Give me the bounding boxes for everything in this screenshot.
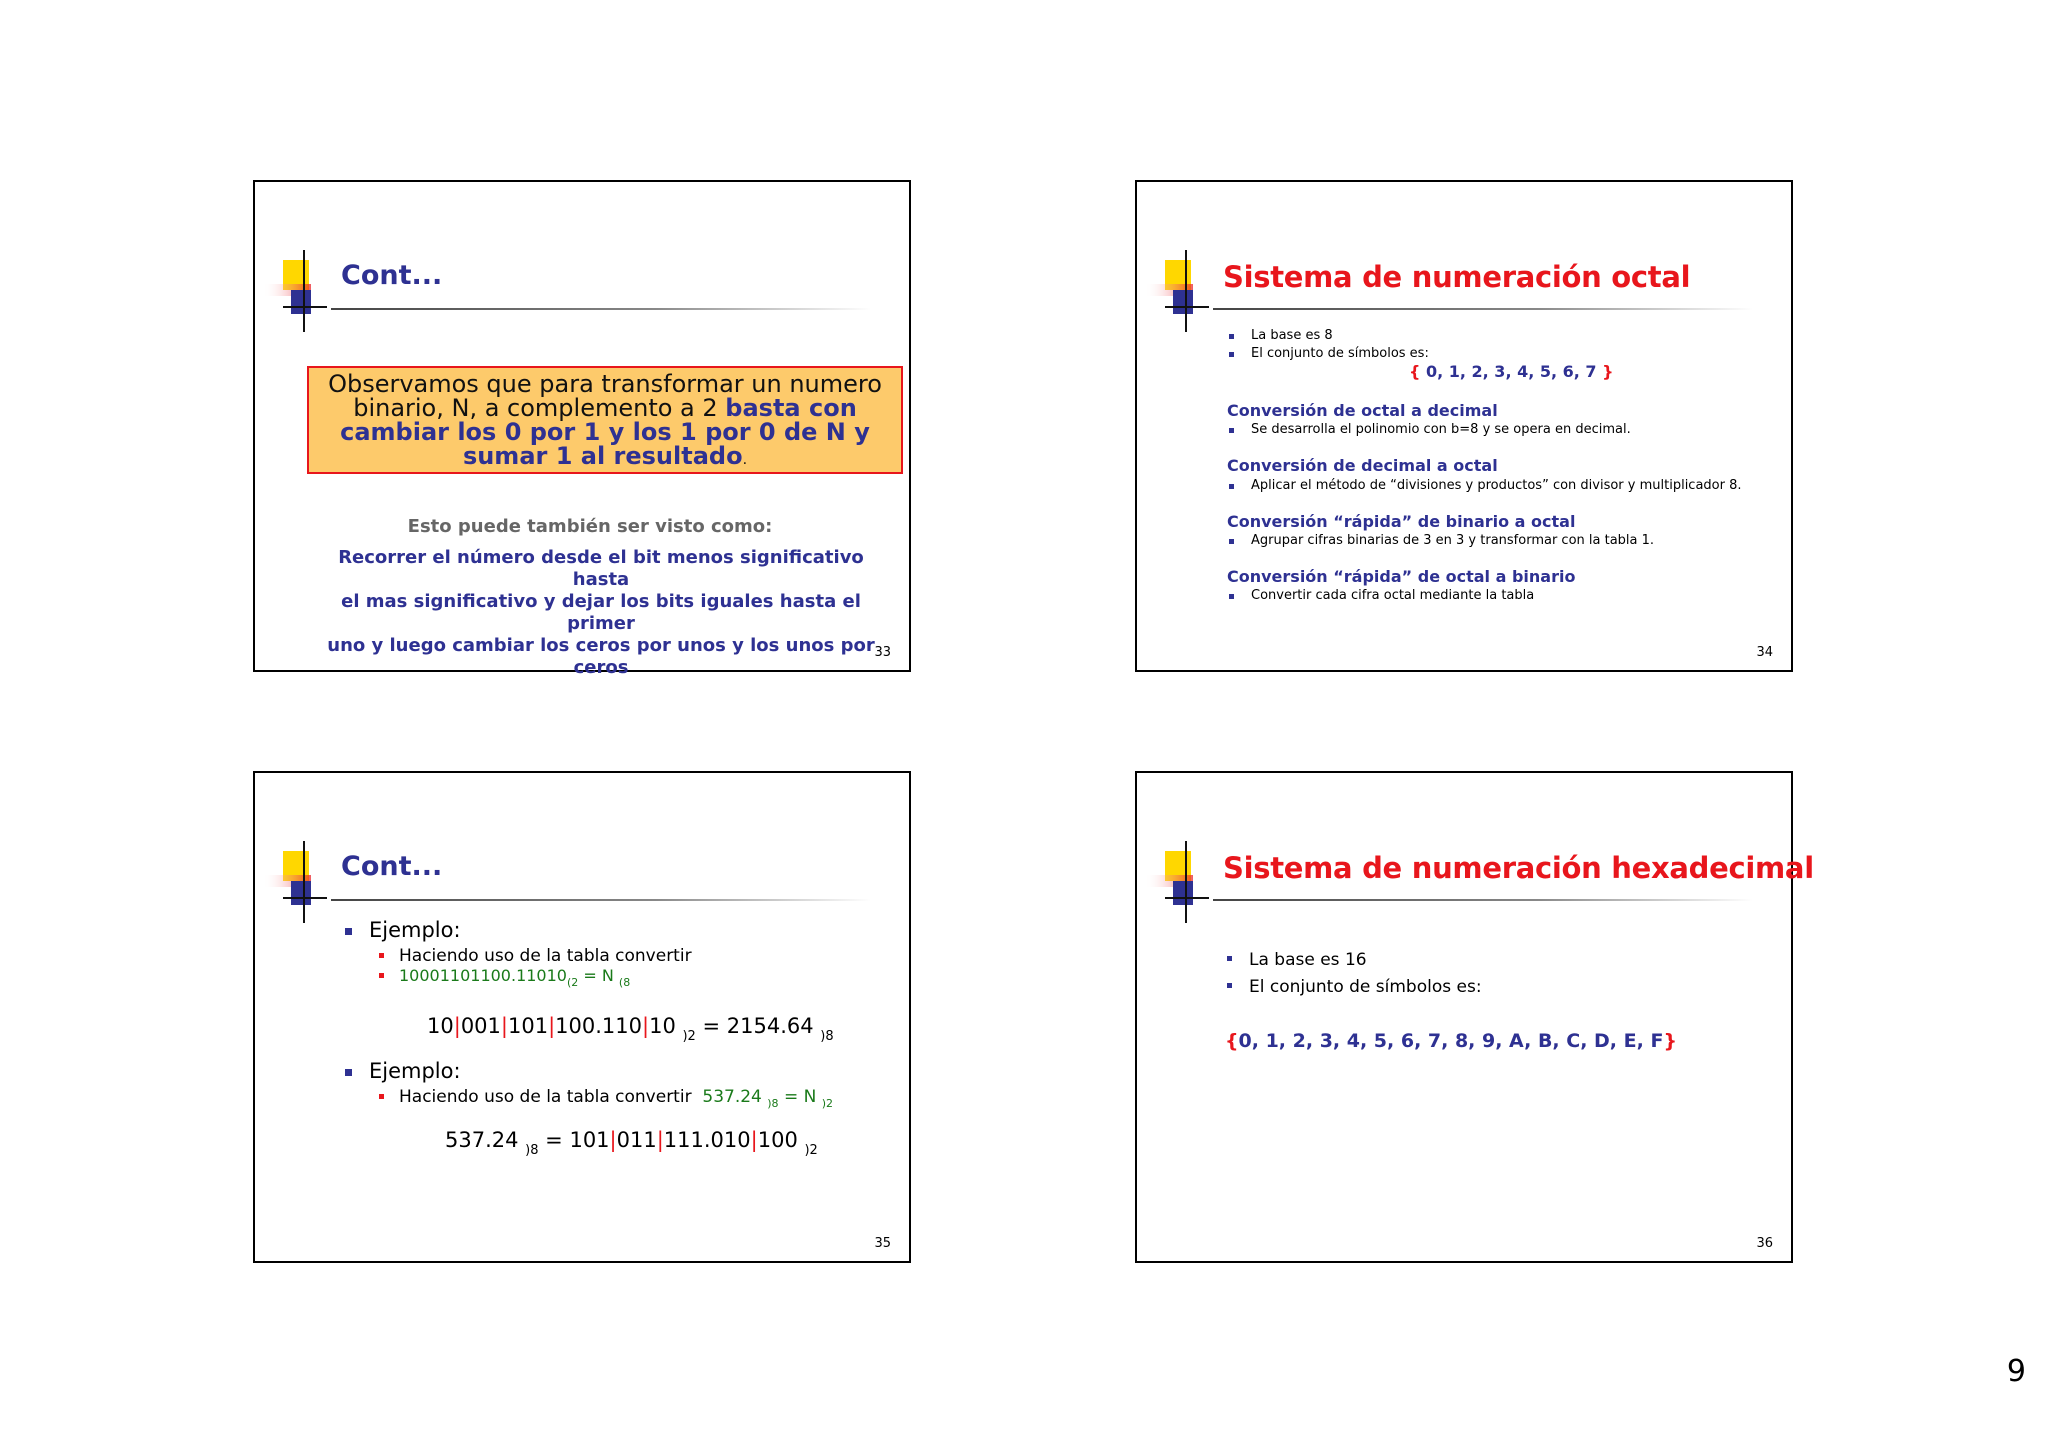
slide-number: 36: [1756, 1236, 1773, 1251]
conversion-equation: 537.24 $_{)8}$ = 101|011|111.010|100 $_{)2}$: [445, 1128, 818, 1158]
callout-line: Observamos que para transformar un numero: [328, 370, 882, 398]
slide-36: [1135, 771, 1814, 1263]
subtitle: Esto puede también ser visto como:: [407, 516, 773, 537]
section-heading: Conversión “rápida” de octal a binario: [1227, 567, 1576, 586]
bullet-item: Aplicar el método de “divisiones y productos” con divisor y multiplicador 8.: [1251, 478, 1742, 493]
slide-35: [253, 771, 911, 1263]
section-heading: Conversión de decimal a octal: [1227, 456, 1498, 475]
bullet-item: Agrupar cifras binarias de 3 en 3 y transformar con la tabla 1.: [1251, 533, 1655, 548]
symbol-set: { 0, 1, 2, 3, 4, 5, 6, 7 }: [1409, 362, 1614, 381]
slide-number: 34: [1756, 645, 1773, 660]
slide-logo-icon: [1145, 841, 1211, 923]
symbol-set: {0, 1, 2, 3, 4, 5, 6, 7, 8, 9, A, B, C, D, E, F}: [1225, 1030, 1677, 1052]
slide-number: 35: [874, 1236, 891, 1251]
slide-title: Sistema de numeración octal: [1223, 260, 1691, 294]
title-underline: [1213, 308, 1753, 310]
slide-title: Cont...: [341, 851, 443, 882]
example-label: Ejemplo:: [369, 918, 461, 942]
highlight-box: [307, 366, 903, 474]
slide-title: Sistema de numeración hexadecimal: [1223, 851, 1814, 885]
conversion-equation: 10|001|101|100.110|10 $_{)2}$ = 2154.64 $_{)8}$: [427, 1014, 834, 1044]
slide-logo-icon: [263, 841, 329, 923]
title-underline: [1213, 899, 1753, 901]
slide-logo-icon: [1145, 250, 1211, 332]
callout-line: binario, N, a complemento a 2 basta con: [353, 394, 857, 422]
callout-line: cambiar los 0 por 1 y los 1 por 0 de N y: [340, 418, 870, 446]
slide-33: [253, 180, 911, 678]
example-label: Ejemplo:: [369, 1059, 461, 1083]
bullet-item: La base es 8: [1251, 328, 1333, 343]
explanation-paragraph: Recorrer el número desde el bit menos significativo hasta el mas significativo y dejar los bits iguales hasta el primer uno y luego cambiar los ceros por unos y los unos por ceros: [327, 547, 875, 678]
page-number: 9: [2006, 1354, 2026, 1389]
callout-line: sumar 1 al resultado.: [462, 442, 748, 470]
example-instruction: Haciendo uso de la tabla convertir: [399, 946, 692, 966]
slide-34: [1135, 180, 1793, 672]
bullet-item: La base es 16: [1249, 950, 1367, 970]
slide-title: Cont...: [341, 260, 443, 291]
bullet-item: Se desarrolla el polinomio con b=8 y se opera en decimal.: [1251, 422, 1631, 437]
section-heading: Conversión “rápida” de binario a octal: [1227, 512, 1576, 531]
title-underline: [331, 308, 871, 310]
bullet-item: El conjunto de símbolos es:: [1249, 977, 1482, 997]
bullet-item: El conjunto de símbolos es:: [1251, 346, 1429, 361]
title-underline: [331, 899, 871, 901]
section-heading: Conversión de octal a decimal: [1227, 401, 1498, 420]
bullet-item: Convertir cada cifra octal mediante la tabla: [1251, 588, 1535, 603]
example-instruction: Haciendo uso de la tabla convertir 537.24 $_{)8}$ = N $_{)2}$: [399, 1087, 834, 1110]
slide-logo-icon: [263, 250, 329, 332]
slide-number: 33: [874, 645, 891, 660]
example-value: $10001101100.11010_{(2} = N$ $_{(8}$: [399, 966, 631, 989]
